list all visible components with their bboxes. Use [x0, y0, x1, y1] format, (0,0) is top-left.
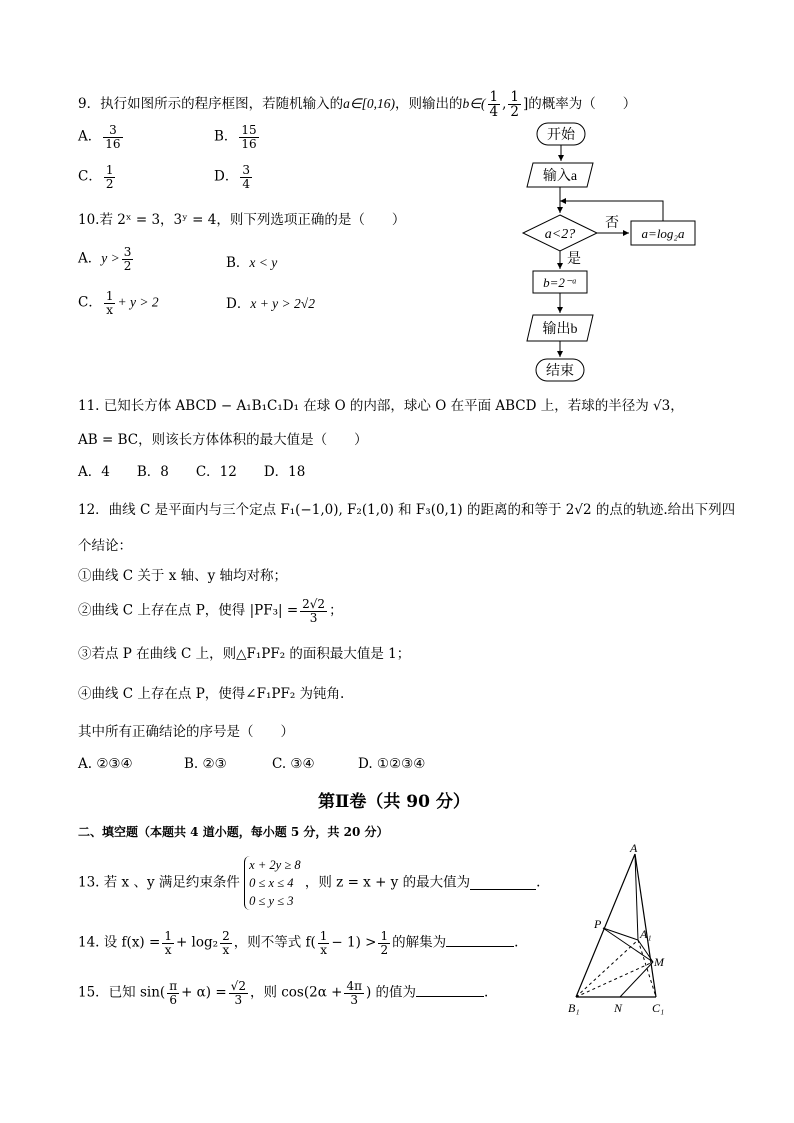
q11-line2: AB = BC，则该长方体体积的最大值是（ ） — [78, 432, 368, 448]
q13-constraint-2: 0 ≤ x ≤ 4 — [249, 876, 294, 891]
figure-label-m: M — [654, 955, 664, 969]
q13-constraint-1: x + 2y ≥ 8 — [249, 858, 301, 872]
geometry-figure — [560, 840, 710, 1020]
q15: 15．已知 sin( $\frac{\pi}{6}$ + α) = $\frac{√2}{3}$ ，则 cos(2α + $\frac{4\pi}{3}$ ) 的值为 . — [78, 979, 489, 1007]
figure-label-c1: C₁ — [652, 1001, 665, 1015]
q12-conclusion-3: ③若点 P 在曲线 C 上，则△F₁PF₂ 的面积最大值是 1； — [78, 646, 411, 662]
q10-option-c: C． $\frac{1}{x}$ + y > 2 — [78, 289, 159, 317]
q12-option-d: D. ①②③④ — [358, 756, 426, 772]
figure-label-a1: A₁ — [640, 927, 652, 941]
q10-option-b: B．x < y — [226, 255, 278, 271]
q12-line1: 12．曲线 C 是平面内与三个定点 F₁(−1,0), F₂(1,0) 和 F₃(0,1) 的距离的和等于 2√2 的点的轨迹.给出下列四 — [78, 502, 736, 518]
part2-title: 第Ⅱ卷（共 90 分） — [318, 792, 470, 812]
flow-no-label: 否 — [605, 216, 619, 231]
flowchart-diagram — [515, 115, 715, 385]
q12-conclusion-2: ②曲线 C 上存在点 P，使得 |PF₃| = $\frac{2√2}{3}$ ； — [78, 597, 343, 625]
flow-output-text: 输出b — [542, 322, 578, 337]
q12-option-b: B. ②③ — [184, 756, 227, 772]
q12-option-c: C. ③④ — [272, 756, 315, 772]
q14-answer-blank[interactable] — [446, 934, 514, 947]
q13-answer-blank[interactable] — [470, 877, 536, 890]
q11-options: A．4 B．8 C．12 D．18 — [78, 464, 306, 480]
q13-constraint-3: 0 ≤ y ≤ 3 — [249, 894, 294, 909]
q9-option-c: C． $\frac{1}{2}$ — [78, 163, 114, 191]
flow-condition-text: a<2? — [544, 227, 576, 242]
figure-label-b1: B₁ — [568, 1001, 580, 1015]
flow-yes-label: 是 — [567, 252, 581, 267]
q9-stem: 9．执行如图所示的程序框图，若随机输入的a∈[0,16)，则输出的b∈( $\frac{1}{4}$ , $\frac{1}{2}$ ]的概率为（ ） — [78, 89, 637, 121]
q12-line2: 个结论： — [78, 538, 132, 554]
q9-option-a: A． $\frac{3}{16}$ — [78, 123, 121, 151]
q12-option-a: A. ②③④ — [78, 756, 133, 772]
flow-input-text: 输入a — [542, 169, 578, 184]
q13: 13. 若 x 、y 满足约束条件 x + 2y ≥ 8 0 ≤ x ≤ 4 0 ≤ y ≤ 3 ，则 z = x + y 的最大值为 . — [78, 856, 540, 910]
q9-option-b: B． $\frac{15}{16}$ — [214, 123, 257, 151]
q10-option-a: A．y > $\frac{3}{2}$ — [78, 245, 132, 273]
q14: 14. 设 f(x) = $\frac{1}{x}$ + log₂ $\frac{2}{x}$ ，则不等式 f( $\frac{1}{x}$ − 1) > $\frac{1}{2}$ 的解集为 . — [78, 929, 519, 957]
figure-label-p: P — [594, 917, 602, 931]
q12-conclusion-1: ①曲线 C 关于 x 轴、y 轴均对称； — [78, 568, 288, 584]
figure-label-n: N — [614, 1001, 623, 1015]
q11-line1: 11. 已知长方体 ABCD − A₁B₁C₁D₁ 在球 O 的内部，球心 O 在平面 ABCD 上，若球的半径为 √3， — [78, 398, 684, 414]
part2-heading: 二、填空题（本题共 4 道小题，每小题 5 分，共 20 分） — [78, 825, 389, 839]
figure-label-a: A — [630, 841, 638, 855]
flow-assign-b-text: b=2⁻ᵃ — [543, 275, 577, 290]
flow-assign-a-text: a=log₂a — [641, 226, 685, 241]
q12-conclusion-4: ④曲线 C 上存在点 P，使得∠F₁PF₂ 为钝角. — [78, 686, 345, 702]
q10-option-d: D．x + y > 2√2 — [226, 296, 315, 312]
flow-end-text: 结束 — [546, 364, 574, 379]
flow-start-text: 开始 — [547, 128, 575, 143]
q10-stem: 10.若 2ˣ = 3，3ʸ = 4，则下列选项正确的是（ ） — [78, 212, 406, 228]
q12-ask: 其中所有正确结论的序号是（ ） — [78, 724, 294, 740]
q9-option-d: D． $\frac{3}{4}$ — [214, 163, 250, 191]
q15-answer-blank[interactable] — [416, 984, 484, 997]
